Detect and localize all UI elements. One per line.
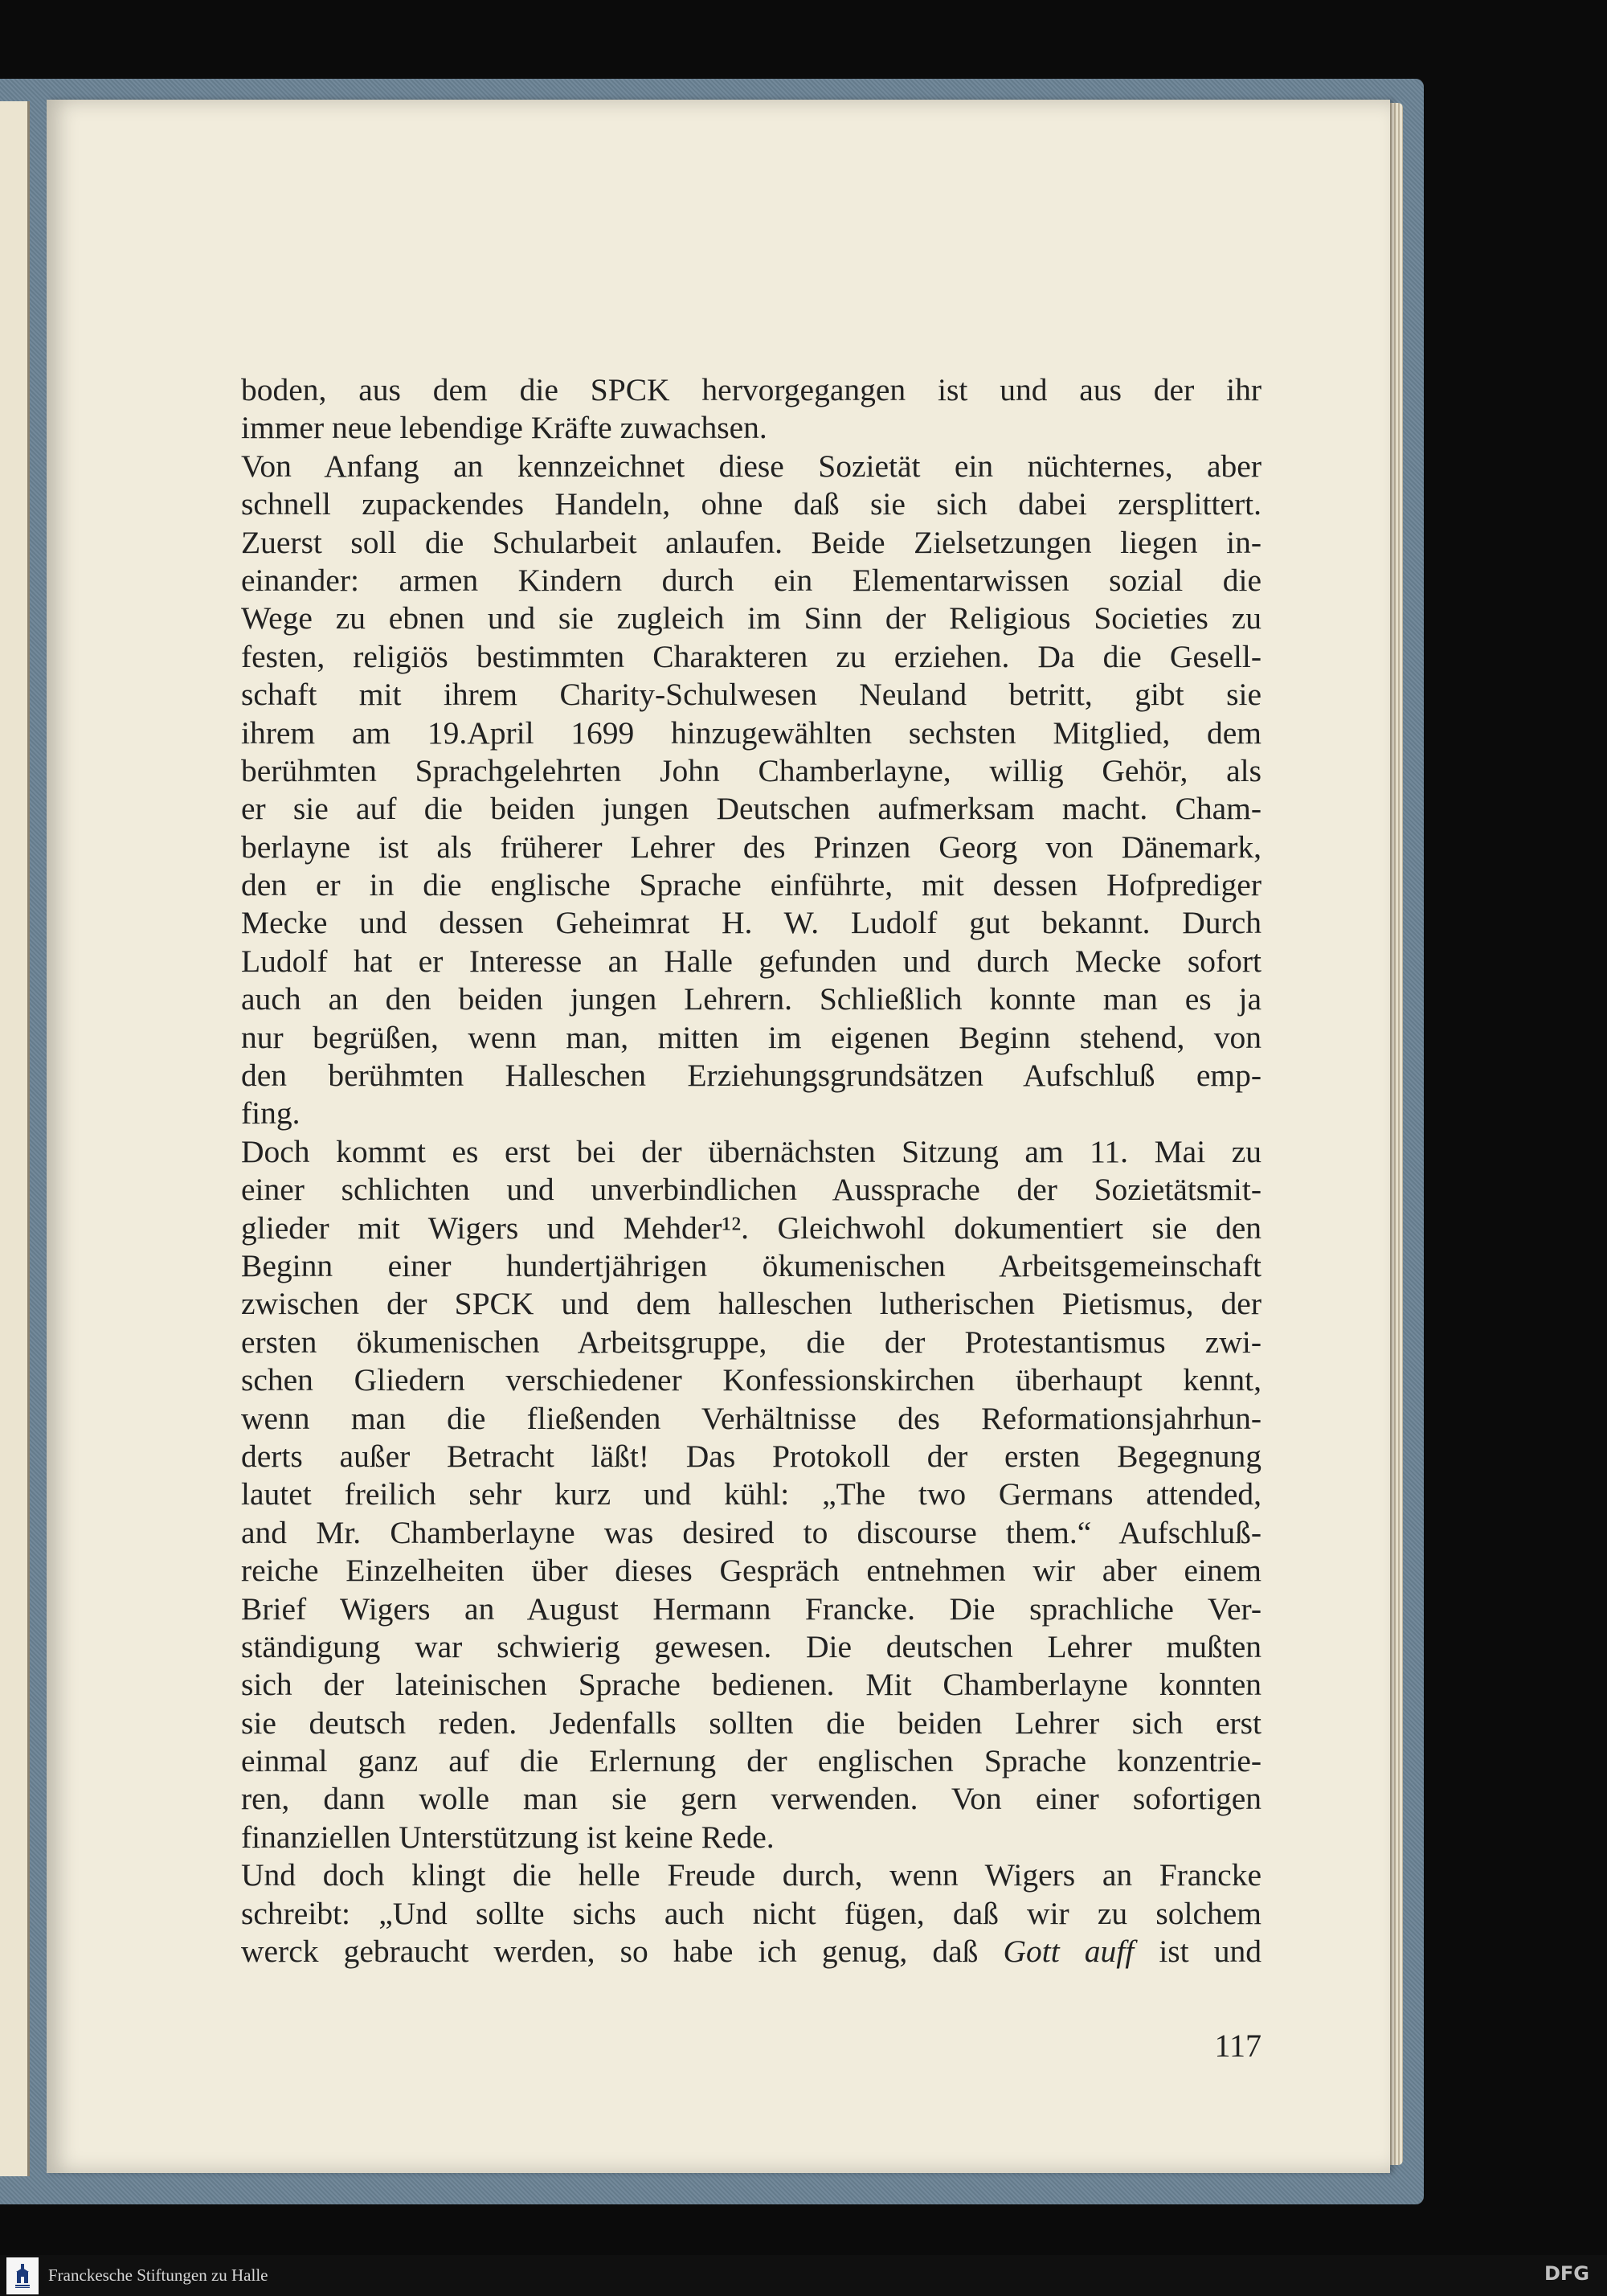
text-line: Und doch klingt die helle Freude durch, wenn Wigers an Francke [241, 1857, 1261, 1893]
previous-page-edge [0, 101, 30, 2176]
institution-label[interactable]: Franckesche Stiftungen zu Halle [48, 2265, 268, 2285]
text-line: festen, religiös bestimmten Charakteren zu erziehen. Da die Gesell- [241, 638, 1261, 674]
text-line: wenn man die fließenden Verhältnisse des Reformationsjahrhun- [241, 1400, 1261, 1436]
body-text [241, 371, 1261, 1971]
emphasis: Gott auff [1003, 1934, 1135, 1970]
text-line: werck gebraucht werden, so habe ich genug, daß Gott auff ist und [241, 1934, 1261, 1970]
text-line: Ludolf hat er Interesse an Halle gefunden und durch Mecke sofort [241, 943, 1261, 979]
dfg-logo: DFG [1544, 2262, 1589, 2285]
text-line: einmal ganz auf die Erlernung der englischen Sprache konzentrie- [241, 1743, 1261, 1779]
text-line: er sie auf die beiden jungen Deutschen aufmerksam macht. Cham- [241, 791, 1261, 827]
text-line: zwischen der SPCK und dem halleschen lutherischen Pietismus, der [241, 1286, 1261, 1322]
text-line: sich der lateinischen Sprache bedienen. Mit Chamberlayne konnten [241, 1667, 1261, 1703]
text-line: berühmten Sprachgelehrten John Chamberlayne, willig Gehör, als [241, 752, 1261, 788]
text-line: den er in die englische Sprache einführte, mit dessen Hofprediger [241, 867, 1261, 903]
text-line: fing. [241, 1095, 301, 1132]
text-line: Von Anfang an kennzeichnet diese Sozietät ein nüchternes, aber [241, 448, 1261, 484]
text-line: einer schlichten und unverbindlichen Aussprache der Sozietätsmit- [241, 1172, 1261, 1208]
text-line: reiche Einzelheiten über dieses Gespräch entnehmen wir aber einem [241, 1553, 1261, 1589]
text-line: Wege zu ebnen und sie zugleich im Sinn der Religious Societies zu [241, 600, 1261, 636]
text-line: ren, dann wolle man sie gern verwenden. Von einer sofortigen [241, 1781, 1261, 1817]
text-line: boden, aus dem die SPCK hervorgegangen ist und aus der ihr [241, 372, 1261, 407]
franckesche-stiftungen-logo-icon [6, 2257, 39, 2294]
text-line: schnell zupackendes Handeln, ohne daß sie sich dabei zersplittert. [241, 486, 1261, 522]
text-line: sie deutsch reden. Jedenfalls sollten die beiden Lehrer sich erst [241, 1705, 1261, 1741]
text-line: Zuerst soll die Schularbeit anlaufen. Beide Zielsetzungen liegen in- [241, 524, 1261, 560]
text-line: Mecke und dessen Geheimrat H. W. Ludolf gut bekannt. Durch [241, 905, 1261, 941]
text-line: immer neue lebendige Kräfte zuwachsen. [241, 410, 767, 446]
viewer-footer [0, 2255, 1607, 2296]
text-line: ständigung war schwierig gewesen. Die deutschen Lehrer mußten [241, 1628, 1261, 1664]
text-line: Doch kommt es erst bei der übernächsten Sitzung am 11. Mai zu [241, 1133, 1261, 1169]
text-line: and Mr. Chamberlayne was desired to discourse them.“ Aufschluß- [241, 1514, 1261, 1550]
text-line: schaft mit ihrem Charity-Schulwesen Neuland betritt, gibt sie [241, 677, 1261, 713]
text-line: den berühmten Halleschen Erziehungsgrundsätzen Aufschluß emp- [241, 1058, 1261, 1094]
text-line: einander: armen Kindern durch ein Elementarwissen sozial die [241, 562, 1261, 598]
text-line: berlayne ist als früherer Lehrer des Prinzen Georg von Dänemark, [241, 829, 1261, 865]
text-line: schen Gliedern verschiedener Konfessionskirchen überhaupt kennt, [241, 1362, 1261, 1398]
text-line: schreibt: „Und sollte sichs auch nicht fügen, daß wir zu solchem [241, 1895, 1261, 1931]
text-line: ersten ökumenischen Arbeitsgruppe, die der Protestantismus zwi- [241, 1324, 1261, 1360]
text-line: finanziellen Unterstützung ist keine Rede. [241, 1819, 775, 1855]
text-line: lautet freilich sehr kurz und kühl: „The two Germans attended, [241, 1476, 1261, 1512]
text-line: derts außer Betracht läßt! Das Protokoll der ersten Begegnung [241, 1438, 1261, 1474]
book-page [47, 100, 1390, 2173]
text-line: nur begrüßen, wenn man, mitten im eigenen Beginn stehend, von [241, 1019, 1261, 1055]
text-line: auch an den beiden jungen Lehrern. Schließlich konnte man es ja [241, 981, 1261, 1017]
text-line: Brief Wigers an August Hermann Francke. Die sprachliche Ver- [241, 1590, 1261, 1627]
text-line: ihrem am 19.April 1699 hinzugewählten sechsten Mitglied, dem [241, 714, 1261, 751]
text-line: Beginn einer hundertjährigen ökumenischen Arbeitsgemeinschaft [241, 1247, 1261, 1283]
text-line: glieder mit Wigers und Mehder¹². Gleichwohl dokumentiert sie den [241, 1209, 1261, 1246]
page-number: 117 [1214, 2028, 1261, 2064]
